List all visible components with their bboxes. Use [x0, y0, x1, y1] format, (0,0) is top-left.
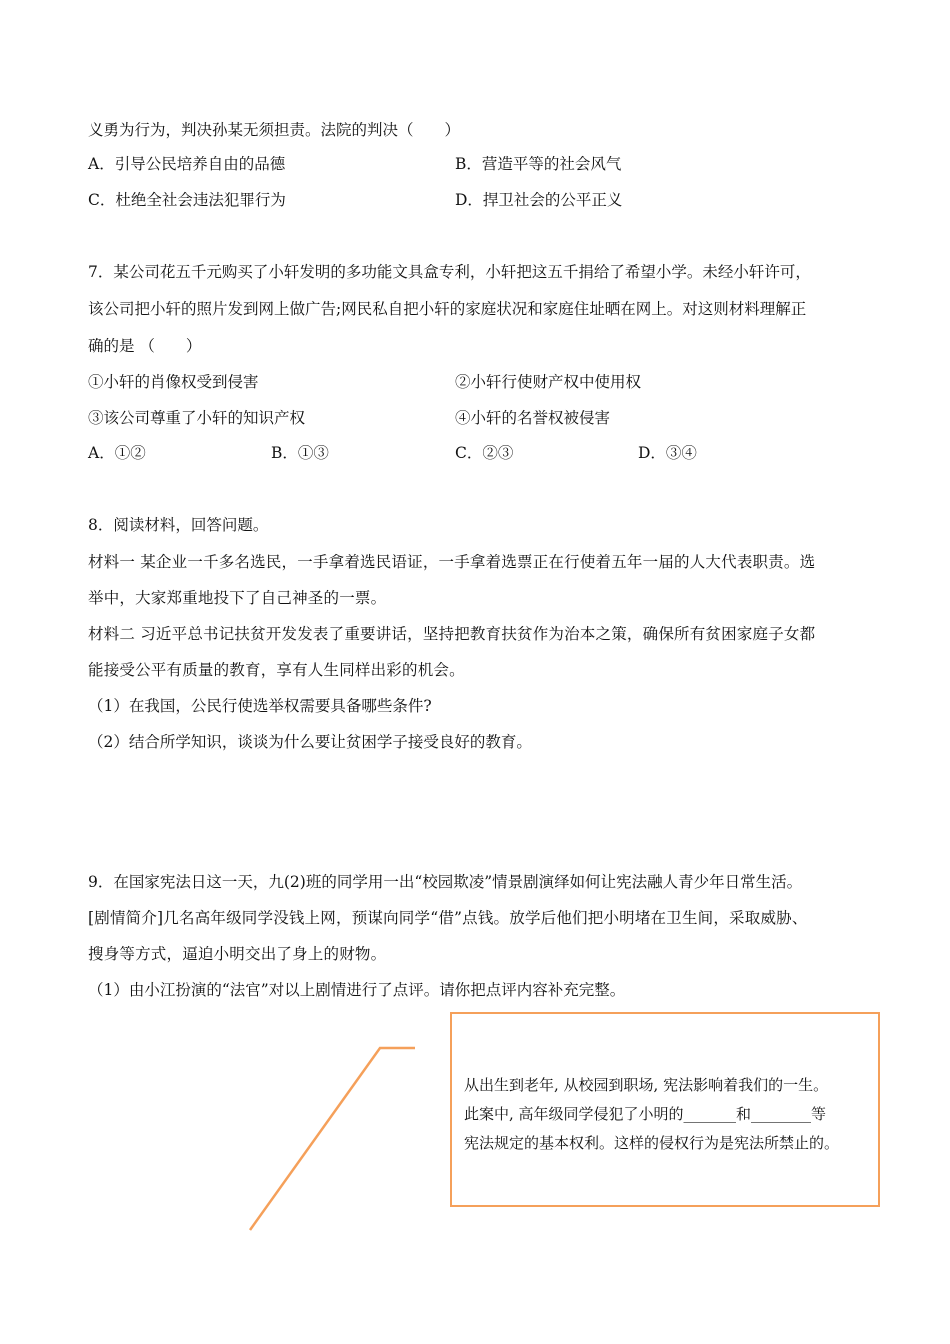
q7-option-a[interactable]: A．①②	[88, 444, 146, 462]
q8-sub-question-2: （2）结合所学知识，谈谈为什么要让贫困学子接受良好的教育。	[88, 733, 532, 751]
q6-option-b[interactable]: B．营造平等的社会风气	[455, 155, 622, 173]
q7-statement-3: ③该公司尊重了小轩的知识产权	[88, 409, 306, 427]
q9-sub-question-1: （1）由小江扮演的“法官”对以上剧情进行了点评。请你把点评内容补充完整。	[88, 981, 626, 999]
q7-option-c[interactable]: C．②③	[455, 444, 514, 462]
q8-heading: 8．阅读材料，回答问题。	[88, 516, 269, 534]
judge-comment-callout	[450, 1012, 880, 1207]
callout-line-1: 从出生到老年, 从校园到职场, 宪法影响着我们的一生。	[464, 1076, 829, 1094]
q7-stem-line-3: 确的是 （ ）	[88, 337, 202, 355]
q7-statement-4: ④小轩的名誉权被侵害	[455, 409, 611, 427]
q7-stem-line-2: 该公司把小轩的照片发到网上做广告;网民私自把小轩的家庭状况和家庭住址晒在网上。对这则材料理解正	[88, 300, 807, 318]
q9-heading: 9．在国家宪法日这一天，九(2)班的同学用一出“校园欺凌”情景剧演绎如何让宪法融人青少年日常生活。	[88, 873, 803, 891]
q9-plot-line-1: [剧情简介]几名高年级同学没钱上网，预谋向同学“借”点钱。放学后他们把小明堵在卫生间，采取威胁、	[88, 909, 808, 927]
q6-option-d[interactable]: D．捍卫社会的公平正义	[455, 191, 623, 209]
callout-line-3: 宪法规定的基本权利。这样的侵权行为是宪法所禁止的。	[464, 1134, 840, 1152]
callout-line-2[interactable]: 此案中, 高年级同学侵犯了小明的_______和________等	[464, 1105, 827, 1123]
q7-option-d[interactable]: D．③④	[638, 444, 697, 462]
q7-option-b[interactable]: B．①③	[271, 444, 329, 462]
q9-plot-line-2: 搜身等方式，逼迫小明交出了身上的财物。	[88, 945, 387, 963]
q6-option-c[interactable]: C．杜绝全社会违法犯罪行为	[88, 191, 286, 209]
q7-statement-1: ①小轩的肖像权受到侵害	[88, 373, 259, 391]
q8-sub-question-1: （1）在我国，公民行使选举权需要具备哪些条件?	[88, 697, 432, 715]
q6-option-a[interactable]: A．引导公民培养自由的品德	[88, 155, 286, 173]
q8-material-1-line-1: 材料一 某企业一千多名选民，一手拿着选民语证，一手拿着选票正在行使着五年一届的人大代表职责。选	[88, 553, 816, 571]
q7-statement-2: ②小轩行使财产权中使用权	[455, 373, 642, 391]
q8-material-2-line-1: 材料二 习近平总书记扶贫开发发表了重要讲话，坚持把教育扶贫作为治本之策，确保所有贫困家庭子女都	[88, 625, 816, 643]
q8-material-2-line-2: 能接受公平有质量的教育，享有人生同样出彩的机会。	[88, 661, 465, 679]
q7-stem-line-1: 7．某公司花五千元购买了小轩发明的多功能文具盒专利，小轩把这五千捐给了希望小学。未经小轩许可，	[88, 263, 811, 281]
q6-stem-tail: 义勇为行为，判决孙某无须担责。法院的判决（ ）	[88, 121, 461, 139]
q8-material-1-line-2: 举中，大家郑重地投下了自己神圣的一票。	[88, 589, 387, 607]
